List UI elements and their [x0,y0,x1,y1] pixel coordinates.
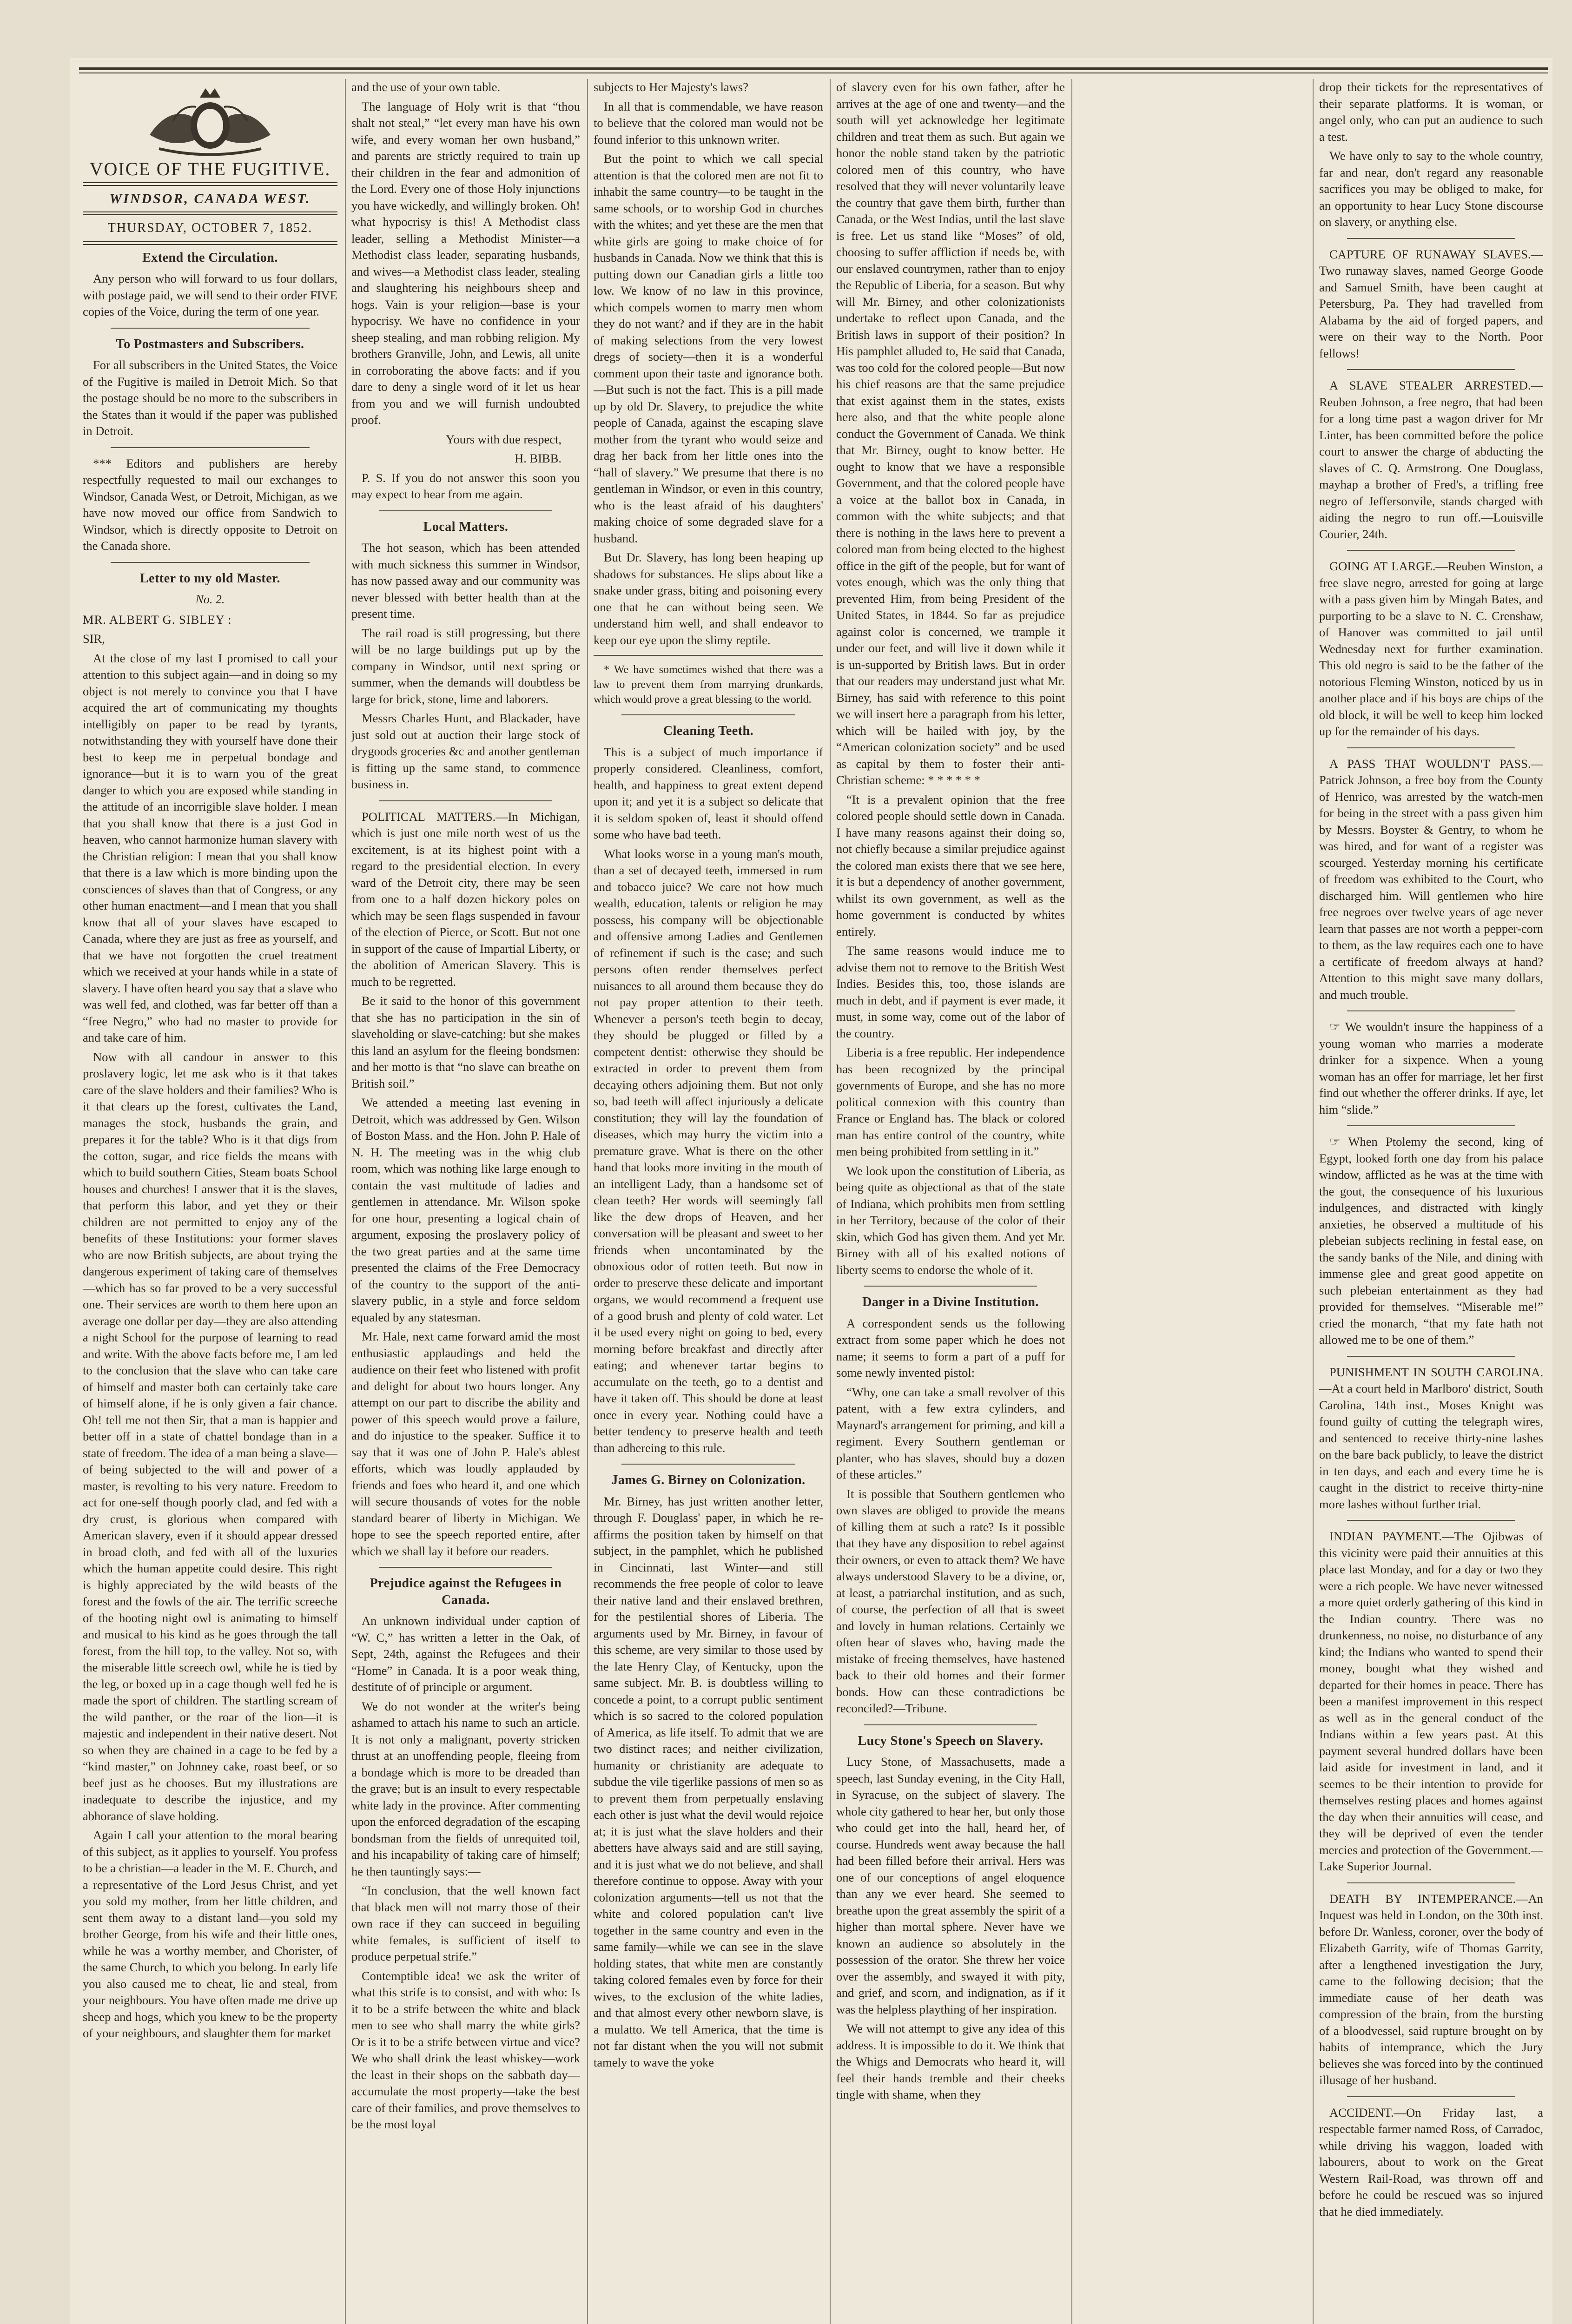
section-rule [1347,1882,1515,1883]
section-rule [111,447,310,448]
masthead-rule [83,241,337,245]
signature-closing: Yours with due respect, [445,432,561,446]
salutation-sir: SIR, [83,632,105,646]
article-quote: The same reasons would induce me to advise them not to remove to the British West Indies. Besides this, too, those islands are much in debt, and if payment is ever made, it must, in some way, come out of the labor of the country. [836,944,1065,1040]
article-text: We have only to say to the whole country, far and near, don't regard any reasonable sacrifices you may be obliged to make, for an opportunity to hear Lucy Stone discourse on slavery, or anything else. [1319,149,1543,229]
column-5 [1319,79,1543,2324]
news-item: PUNISHMENT IN SOUTH CAROLINA.—At a court held in Marlboro' district, South Carolina, 14th inst., Moses Knight was found guilty of cutting the telegraph wires, and sentenced to receive thirty-nine lashes on the bare back publicly, to leave the district in ten days, and each and every time he is caught in the district to receive thirty-nine more lashes without further trial. [1319,1365,1543,1511]
article-text: What looks worse in a young man's mouth, than a set of decayed teeth, immersed in rum and tobacco juice? We care not how much wealth, education, talents or religion he may possess, his company will be objectionable and offensive among Ladies and Gentlemen of refinement if such is the case; and such persons often render themselves perfect nuisances to all around them because they do not pay proper attention to their teeth. Whenever a person's teeth begin to decay, they should be plugged or filled by a competent dentist: otherwise they should be extracted in order to prevent them from decaying others adjoining them. But not only so, bad teeth will affect injuriously a delicate constitution; they will lay the foundation of diseases, which may hurry the victim into a premature grave. What is there on the other hand that looks more inviting in the mouth of an intelligent Lady, than a handsome set of clean teeth? Her words will seemingly fall like the dew drops of Heaven, and her conversation will be pleasant and sweet to her friends when uncontaminated by the obnoxious odor of rotten teeth. But now in order to preserve these delicate and important organs, we would recommend a frequent use of a good brush and plenty of cold water. Let it be used every night on going to bed, every morning before breakfast and directly after eating; and whenever tartar begins to accumulate on the teeth, go to a dentist and have it taken off. This should be done at least once in every year. Nothing could have a better tendency to preserve health and teeth than adhereing to this rule. [594,846,823,1455]
heading-birney: James G. Birney on Colonization. [611,1473,806,1487]
news-item: ACCIDENT.—On Friday last, a respectable farmer named Ross, of Carradoc, while driving his waggon, loaded with labourers, about to work on the Great Western Rail-Road, was thrown off and before he could be rescued was so injured that he died immediately. [1319,2105,1543,2218]
section-rule [379,800,552,801]
column-4 [836,79,1065,2324]
column-separator [345,79,346,2324]
news-item: A SLAVE STEALER ARRESTED.—Reuben Johnson, a free negro, that had been for a long time past a wagon driver for Mr Linter, has been committed before the police court to answer the charge of abducting the slaves of C. Q. Armstrong. One Douglass, mayhap a brother of Fred's, a trifling free negro of Jeffersonvile, stands charged with aiding the negro to run off.—Louisville Courier, 24th. [1319,378,1543,541]
section-rule [864,1724,1037,1725]
column-separator [1313,79,1314,2324]
article-text: But Dr. Slavery, has long been heaping up shadows for substances. He slips about like a snake under grass, biting and poisoning every one that he can without being seen. We understand him well, and shall endeavor to keep our eye upon the slimy reptile. [594,550,823,647]
heading-letter-number: No. 2. [195,593,225,606]
article-text: The hot season, which has been attended with much sickness this summer in Windsor, has now passed away and our community was never blessed with better health than at the present time. [351,541,580,621]
salutation: MR. ALBERT G. SIBLEY : [83,612,232,627]
column-separator [587,79,588,2324]
article-text: Now with all candour in answer to this proslavery logic, let me ask who is it that takes care of the slave holders and their families? Who is it that clears up the forest, cultivates the Land, manages the stock, husbands the grain, and prepares it for the table? Who is it that digs from the cotton, sugar, and rice fields the means with which to build southern Cities, Steam boats School houses and churches! I answer that it is the slaves, that perform this labor, and yet they or their children are not permitted to enjoy any of the benefits of these Institutions: your former slaves who are now British subjects, are about trying the dangerous experiment of taking care of themselves—which has so far proved to be a very successful one. Their services are worth to them here upon an average one dollar per day—they are also attending a night School for the purpose of learning to read and write. With the above facts before me, I am led to the conclusion that the slave who can take care of himself and master both can certainly take care of himself alone, if he is only given a fair chance. Oh! tell me not then Sir, that a man is happier and better off in a state of chattel bondage than in a state of freedom. The idea of a man being a slave—of being subjected to the will and power of a master, is revolting to his very nature. Freedom to act for one-self though poorly clad, and fed with a dry crust, is glorious when compared with American slavery, even if it should appear dressed in broad cloth, and fed with all of the luxuries which the human appetite could desire. This right is highly appreciated by the wild beasts of the forest and the fowls of the air. The terrific screeche of the hooting night owl is animating to himself and musical to his kind as he goes through the tall forest, from the hill top, to the valley. Not so, with the miserable little screech owl, while he is tied by the leg, or boxed up in a cage though well fed he is made the sport of children. The startling scream of the wild panther, or the roar of the lion—it is majestic and independent in their native desert. Not so when they are chained in a cage to be fed by a “kind master,” on Johnney cake, roast beef, or so beef just as he chooses. But my illustrations are inadequate to describe the injustice, and my abhorance of slave holding. [83,1050,337,1823]
postscript: P. S. If you do not answer this soon you may expect to hear from me again. [351,470,580,501]
paper-title: VOICE OF THE FUGITIVE. [89,158,331,179]
news-item: ☞ When Ptolemy the second, king of Egypt, looked forth one day from his palace window, afflicted as he was at the time with the gout, the consequence of his luxurious indulgences, and distracted with kingly anxieties, he observed a multitude of his plebeian subjects reclining in festal ease, on the sandy banks of the Nile, and dining with immense glee and great good appetite on such plebeian entertainment as they had provided for themselves. “Miserable me!” cried the monarch, “that my fate hath not allowed me to be one of them.” [1319,1135,1543,1347]
masthead-rule [83,182,337,186]
heading-local-matters: Local Matters. [423,519,509,534]
article-text: But the point to which we call special attention is that the colored men are not fit to inhabit the same country—to be taught in the same schools, or to worship God in churches with the whites; and yet these are the men that white girls are going to make choice of for husbands in Canada. Now we think that this is putting down our Canadian girls a little too low. We know of no law in this province, which compels women to marry men whom they do not want? and if they are in the habit of making selections from the very lowest dregs of society—then it is a wonderful comment upon their taste and ignorance both.—But such is not the fact. This is a pill made up by old Dr. Slavery, to prejudice the white people of Canada, against the escaping slave mother from the tyrant who would seize and drag her back from her little ones into the “hall of slavery.” We presume that there is no gentleman in Windsor, or even in this country, who is the least afraid of his daughters' making choice of some degraded slave for a husband. [594,152,823,545]
section-rule [1347,550,1515,551]
article-quote: “Why, one can take a small revolver of this patent, with a few extra cylinders, and Maynard's arrangement for priming, and kill a regiment. Every Southern gentleman or planter, who has slaves, should buy a dozen of these articles.” [836,1385,1065,1481]
news-item: ☞ We wouldn't insure the happiness of a young woman who marries a moderate drinker for a sixpence. When a young woman has an offer for marriage, let her first find out whether the offerer drinks. If aye, let him “slide.” [1319,1020,1543,1116]
article-text: We attended a meeting last evening in Detroit, which was addressed by Gen. Wilson of Boston Mass. and the Hon. John P. Hale of N. H. The meeting was in the whig club room, which was nothing like large enough to contain the vast multitude of ladies and gentlemen in attendance. Mr. Wilson spoke for one hour, presenting a logical chain of argument, exposing the proslavery policy of the two great parties and at the same time presented the claims of the Free Democracy of the country to the support of the anti-slavery public, in a style and force seldom equaled by any statesman. [351,1096,580,1324]
article-text: of slavery even for his own father, after he arrives at the age of one and twenty—and the south will yet acknowledge her legitimate children and treat them as such. But again we honor the noble stand taken by the patriotic colored men of this country, who have resolved that they will never voluntarily leave the country that gave them birth, further than Canada, or the West Indias, until the last slave is free. Let us stand like “Moses” of old, choosing to suffer affliction if needs be, with our enslaved countrymen, rather than to enjoy the Republic of Liberia, for a season. But why will Mr. Birney, and other colonizationists undertake to reflect upon Canada, and the British laws in support of their position? In His pamphlet alluded to, He said that Canada, was too cold for the colored people—But now his chief reasons are that the same prejudice that exist against them in the states, exists here also, and that the white people alone conduct the Government of Canada. We think that Mr. Birney, ought to know better. He ought to know that we have a responsible Government, and that the colored people have a voice at the ballot box in Canada, in common with the white subjects; and that there is nothing in the laws here to prevent a colored man from being elected to the highest office in the gift of the people, but for want of votes enough, which was the only thing that prevented Him, from being President of the United States, in 1844. So far as prejudice against color is concerned, we trample it under our feet, and will live it down while it is un-supported by British laws. But in order that our readers may understand just what Mr. Birney, has said with reference to this point we will insert here a paragraph from his letter, which will be hailed with joy, by the “American colonization society” and be used as capital by them to foster their anti-Christian scheme: * * * * * * [836,80,1065,787]
paper-place: WINDSOR, CANADA WEST. [109,191,311,206]
article-text: At the close of my last I promised to call your attention to this subject again—and in doing so my object is not merely to convince you that I have acquired the art of communicating my thoughts intelligibly on paper to be read by tyrants, notwithstanding they with yourself have done their best to keep me in perpetual bondage and ignorance—but it is to warn you of the great danger to which you are exposed while standing in the attitude of an incorrigible slave holder. I mean that you shall know that there is a just God in heaven, who cannot harmonize human slavery with the Christian religion: I mean that you shall know that there is a law which is more binding upon the consciences of slaves than that of Congress, or any other human enactment—and I mean that you shall know that all of your slaves have escaped to Canada, where they are just as free as yourself, and that we have not forgotten the cruel treatment which we received at your hands while in a state of slavery. I have often heard you say that a slave who was well fed, and clothed, was far better off than a “free Negro,” who had no master to provide for and take care of him. [83,651,337,1044]
article-text: Again I call your attention to the moral bearing of this subject, as it applies to yourself. You profess to be a christian—a leader in the M. E. Church, and a representative of the Lord Jesus Christ, and yet you sold my mother, from her little children, and sent them away to a distant land—you sold my brother George, from his wife and their little ones, while he was a worthy member, and Chorister, of the same Church, to which you belong. In early life you also caused me to cheat, lie and steal, from your neighbours. You have often made me drive up sheep and hogs, which you knew to be the property of your neighbours, and slaughter them for market [83,1828,337,2040]
section-rule [1347,1010,1515,1011]
section-rule [594,655,823,656]
column-1 [83,79,337,2324]
article-text: Any person who will forward to us four dollars, with postage paid, we will send to their order FIVE copies of the Voice, during the term of one year. [83,271,337,318]
column-separator [830,79,831,2324]
article-text: We look upon the constitution of Liberia, as being quite as objectional as that of the state of Indiana, which prohibits men from settling in her Territory, because of the color of their skin, which God has given them. And yet Mr. Birney with all of his exalted notions of liberty seems to endorse the whole of it. [836,1163,1065,1277]
article-text: Mr. Birney, has just written another letter, through F. Douglass' paper, in which he re-affirms the position taken by himself on that subject, in the pamphlet, which he published in Cincinnati, last Winter—and still recommends the free people of color to leave their native land and their enslaved brethren, for the pestilential shores of Liberia. The arguments used by Mr. Birney, in favour of this scheme, are very similar to those used by the late Henry Clay, of Kentucky, upon the same subject. Mr. B. is doubtless willing to concede a point, to a corrupt public sentiment which is so sacred to the colored population of America, as life itself. To admit that we are two distinct races; and neither civilization, humanity or christianity are adequate to subdue the vile tigerlike passions of men so as to prevent them from perpetually enslaving each other is just what the devil would rejoice at; it is just what the slave holders and their abetters have always said and are still saying, and it is just what we do not believe, and shall therefore continue to oppose. Away with your colonization arguments—tell us not that the white and colored population can't live together in the same country and even in the same family—while we can see in the slave holding states, that white men are constantly taking colored females even by force for their wives, to the exclusion of the white ladies, and that almost every other newborn slave, is a mulatto. We tell America, that the time is not far distant when the you will not submit tamely to wave the yoke [594,1494,823,2069]
article-text: An unknown individual under caption of “W. C,” has written a letter in the Oak, of Sept, 24th, against the Refugees and their “Home” in Canada. It is a poor weak thing, destitute of of principle or argument. [351,1614,580,1694]
section-rule [1347,1125,1515,1126]
article-text: *** Editors and publishers are hereby respectfully requested to mail our exchanges to Windsor, Canada West, or Detroit, Michigan, as we have now moved our office from Sandwich to Windsor, which is directly opposite to Detroit on the Canada shore. [83,456,337,553]
article-text: It is possible that Southern gentlemen who own slaves are obliged to provide the means of killing them at such a rate? Is it possible that they have any disposition to rebel against their owners, or even to attack them? We have always understood Slavery to be a divine, or, at least, a patriarchal institution, and as such, of course, the perfection of all that is sweet and lovely in human relations. Certainly we often hear of slaves who, having made the mistake of freeing themselves, have hastened back to their old homes and their former bonds. How can these contradictions be reconciled?—Tribune. [836,1486,1065,1715]
section-rule [1347,369,1515,370]
article-text: Be it said to the honor of this government that she has no participation in the sin of slaveholding or slave-catching: but she makes this land an asylum for the fleeing bondsmen: and her motto is that “no slave can breathe on British soil.” [351,994,580,1090]
heading-danger: Danger in a Divine Institution. [862,1295,1039,1309]
section-rule [379,510,552,511]
news-item: GOING AT LARGE.—Reuben Winston, a free slave negro, arrested for going at large with a pass given him by Mingah Bates, and purporting to be a slave to N. C. Crenshaw, of Hanover was committed to jail until Wednesday next for further examination. This old negro is said to be the father of the notorious Fleming Winston, noticed by us in another place and if his boys are chips of the old block, it will be well to keep him locked up for the remainder of his days. [1319,559,1543,738]
masthead-rule [83,211,337,215]
article-text: Messrs Charles Hunt, and Blackader, have just sold out at auction their large stock of drygoods groceries &c and another gentleman is fitting up the same stand, to commence business in. [351,711,580,791]
article-text: The language of Holy writ is that “thou shalt not steal,” “let every man have his own wife, and every woman her own husband,” and parents are strictly required to train up their children in the fear and admonition of the Lord. Every one of those Holy injunctions you have wickedly, and willingly broken. Oh! what hypocrisy is this! A Methodist class leader, selling a Methodist Minister—a Methodist class leader, separating husbands, and wives—a Methodist class leader, stealing and slaughtering his neighbours sheep and hogs. Vain is your religion—base is your hypocrisy. We have no confidence in your sheep stealing, and man robbing religion. My brothers Granville, John, and Lewis, all unite in corroborating the above facts: and if you dare to deny a single word of it let us hear from you and we will furnish undoubted proof. [351,99,580,427]
article-quote: Liberia is a free republic. Her independence has been recognized by the principal governments of Europe, and she has no more political connexion with this country than France or England has. The black or colored man has entire control of the country, white men being prohibited from settling in it.” [836,1045,1065,1158]
article-text: The rail road is still progressing, but there will be no large buildings put up by the company in Windsor, until next spring or summer, when the demands will doubtless be large for brick, stone, lime and laborers. [351,626,580,706]
news-item: A PASS THAT WOULDN'T PASS.—Patrick Johnson, a free boy from the County of Henrico, was arrested by the watch-men for being in the street with a pass given him by Messrs. Boyster & Gentry, to whom he was hired, and for want of a register was scourged. Yesterday morning his certificate of freedom was exhibited to the Court, who discharged him. Will gentlemen who hire free negroes over twelve years of age never learn that passes are not worth a pepper-corn to them, as the law requires each one to have a certificate of freedom always at hand? Attention to this might save many dollars, and much trouble. [1319,756,1543,1002]
article-text: This is a subject of much importance if properly considered. Cleanliness, comfort, health, and happiness to great extent depend upon it; and yet it is a subject so delicate that it is seldom spoken of, least it should offend some who have bad teeth. [594,745,823,841]
top-rule [79,67,1548,70]
news-item: INDIAN PAYMENT.—The Ojibwas of this vicinity were paid their annuities at this place last Monday, and for a day or two they were a rich people. We have never witnessed a more quiet orderly gathering of this kind in the Indian country. There was no drunkenness, no noise, no disturbance of any kind; the Indians who wanted to spend their money, bought what they wished and departed for their homes in peace. There has been a manifest improvement in this respect as well as in the general conduct of the Indians within a few years past. At this payment several hundred dollars have been laid aside for investment in land, and it seemes to be their intention to provide for themselves resting places and homes against the day when their annuities will cease, and they will be deprived of even the tender mercies and protection of the Government.—Lake Superior Journal. [1319,1529,1543,1873]
article-text: Lucy Stone, of Massachusetts, made a speech, last Sunday evening, in the City Hall, in Syracuse, on the subject of slavery. The whole city gathered to hear her, but only those who could get into the hall, heard her, of course. Hundreds went away because the hall had been filled before their arrival. Hers was one of our conceptions of angel eloquence than any we ever heard. She seemed to breathe upon the great assembly the spirit of a higher than mortal sphere. Never have we known an audience so absolutely in the possession of the orator. She threw her voice over the assembly, and swayed it with pity, and grief, and scorn, and indignation, as if it was the helpless plaything of her inspiration. [836,1755,1065,2016]
section-rule [1347,238,1515,239]
section-rule [621,714,795,715]
section-rule [1347,2096,1515,2097]
heading-prejudice: Prejudice against the Refugees in Canada. [370,1576,562,1607]
news-item: DEATH BY INTEMPERANCE.—An Inquest was held in London, on the 30th inst. before Dr. Wanless, coroner, over the body of Elizabeth Garrity, wife of Thomas Garrity, after a lengthened investigation the Jury, came to the following decision; that the immediate cause of her death was compression of the brain, from the bursting of a bloodvessel, said rupture brought on by habits of intemprance, which the Jury believes she was forced into by the continued illusage of her husband. [1319,1891,1543,2087]
section-rule [111,328,310,329]
section-rule [621,1464,795,1465]
footnote: * We have sometimes wished that there was a law to prevent them from marrying drunkards, which would prove a great blessing to the world. [594,664,823,706]
article-text: Mr. Hale, next came forward amid the most enthusiastic applaudings and held the audience on their feet who listened with profit and delight for about two hours longer. Any attempt on our part to discribe the ability and power of this speech would prove a failure, and do injustice to the speaker. Suffice it to say that it was one of John P. Hale's ablest efforts, which was loudly applauded by friends and foes who heard it, and one which will secure thousands of votes for the noble standard bearer of liberty in Michigan. We hope to see the speech reported entire, after which we shall lay it before our readers. [351,1329,580,1558]
article-text: subjects to Her Majesty's laws? [594,80,749,94]
article-text: and the use of your own table. [351,80,501,94]
section-rule [111,562,310,563]
article-text: Contemptible idea! we ask the writer of what this strife is to consist, and with who: Is it to be a strife between the white and black men to see who shall marry the white girls? Or is it to be a strife between virtue and vice? We who shall drink the least whiskey—work the least in their shops on the sabbath day—accumulate the most property—take the best care of their families, and prove themselves to be the most loyal [351,1968,580,2131]
section-rule [379,1567,552,1568]
heading-cleaning-teeth: Cleaning Teeth. [663,724,754,738]
news-item: CAPTURE OF RUNAWAY SLAVES.—Two runaway slaves, named George Goode and Samuel Smith, have been caught at Petersburg, Pa. They had travelled from Alabama by the aid of forged papers, and were on their way to the North. Poor fellows! [1319,247,1543,360]
article-text: drop their tickets for the representatives of their separate platforms. It is woman, or angel only, who can put an audience to such a test. [1319,80,1543,144]
article-text: A correspondent sends us the following extract from some paper which he does not name; it seems to form a part of a puff for some newly invented pistol: [836,1316,1065,1380]
column-3 [594,79,823,2324]
article-text: We do not wonder at the writer's being ashamed to attach his name to such an article. It is not only a malignant, poverty stricken thrust at an unoffending people, fleeing from a bondage which is more to be dreaded than the grave; but is an insult to every respectable white lady in the province. After commenting upon the enforced degradation of the escaping bondsman from the fields of unrequited toil, and his incapability of taking care of himself; he then tauntingly says:— [351,1699,580,1878]
heading-letter: Letter to my old Master. [139,571,281,586]
signature-name: H. BIBB. [515,451,561,465]
masthead [83,79,337,245]
article-quote: “In conclusion, that the well known fact that black men will not marry those of their own race if they can succeed in beguiling white females, is sufficient of itself to produce perpetual strife.” [351,1883,580,1963]
section-rule [864,1286,1037,1287]
column-separator [1071,79,1072,2324]
royal-crest-icon [140,79,280,158]
heading-circulation: Extend the Circulation. [142,250,278,265]
article-text: In all that is commendable, we have reason to believe that the colored man would not be found inferior to this unknown writer. [594,99,823,146]
section-rule [1347,1520,1515,1521]
section-rule [1347,747,1515,748]
article-text: POLITICAL MATTERS.—In Michigan, which is just one mile north west of us the excitement, is at its highest point with a regard to the presidential election. In every ward of the Detroit city, there may be seen from one to a half dozen hickory poles on which may be seen flags suspended in favour of the election of Pierce, or Scott. But not one in support of the cause of Impartial Liberty, or the abolition of American Slavery. This is much to be regretted. [351,809,580,989]
section-rule [1347,1356,1515,1357]
issue-date: THURSDAY, OCTOBER 7, 1852. [107,221,313,235]
heading-postmasters: To Postmasters and Subscribers. [116,337,304,351]
article-text: We will not attempt to give any idea of this address. It is impossible to do it. We think that the Whigs and Democrats who heard it, will feel their hands tremble and their cheeks tingle with shame, when they [836,2021,1065,2101]
article-text: For all subscribers in the United States, the Voice of the Fugitive is mailed in Detroit Mich. So that the postage should be no more to the subscribers in the States than it would if the paper was published in Detroit. [83,358,337,438]
column-2 [351,79,580,2324]
heading-lucy-stone: Lucy Stone's Speech on Slavery. [858,1733,1044,1748]
article-quote: “It is a prevalent opinion that the free colored people should settle down in Canada. I have many reasons against their doing so, not chiefly because a similar prejudice against the colored man exists there that we see here, it is but a dependency of another government, whilst its own government, as well as the home government is conducted by whites entirely. [836,792,1065,938]
